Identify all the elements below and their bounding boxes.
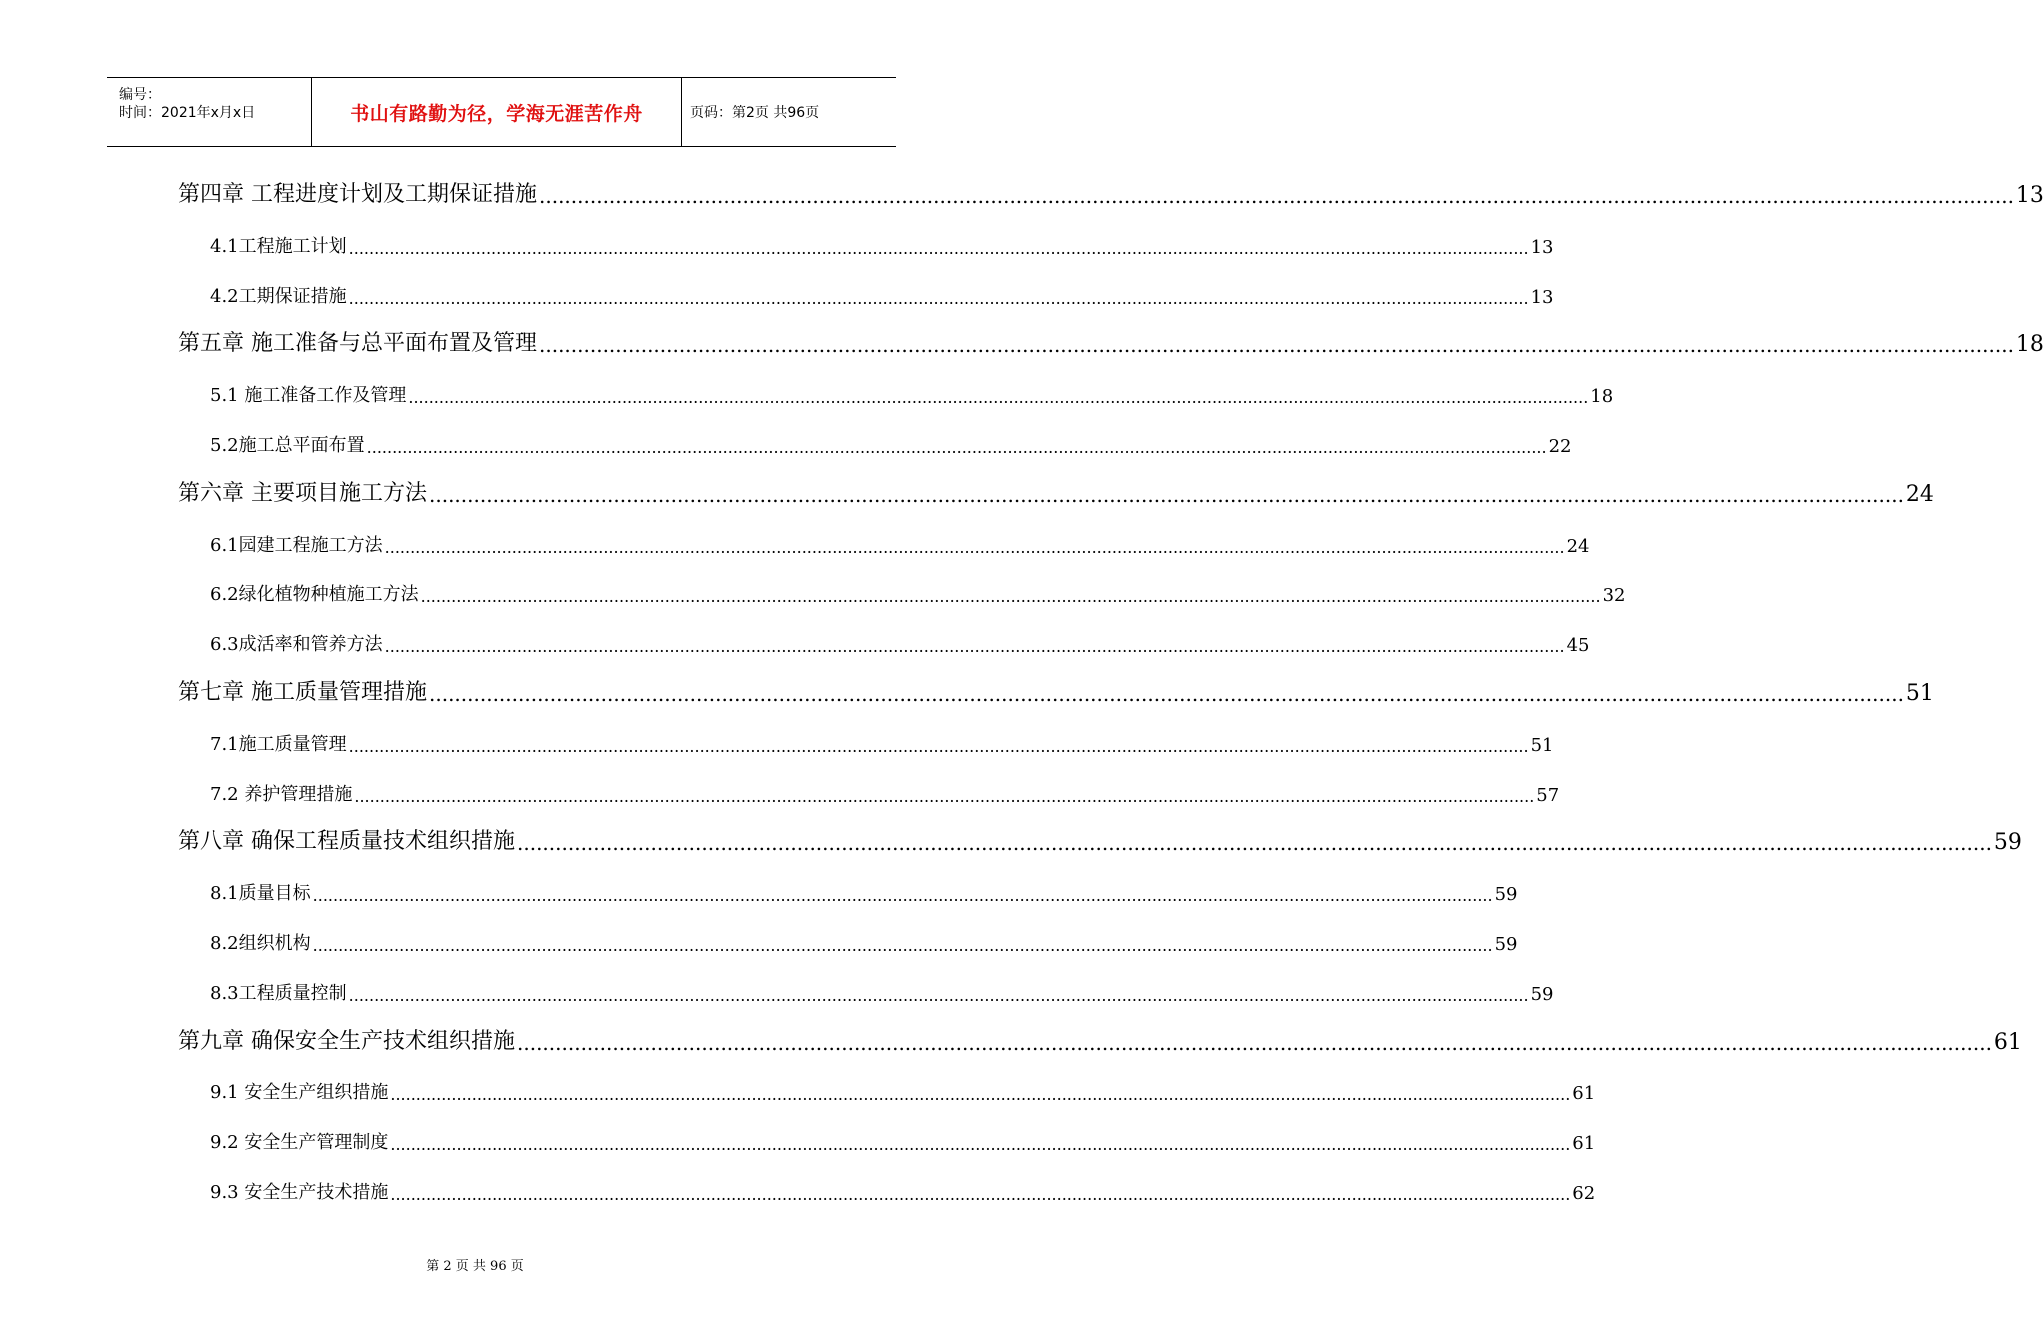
toc-leader-dots [408,388,1588,407]
toc-chapter-entry[interactable] [0,325,2044,357]
toc-entry-label: 8.3工程质量控制 [210,983,347,1004]
toc-leader-dots [313,886,1493,905]
toc-section-entry[interactable] [0,1122,1596,1154]
toc-chapter-entry[interactable] [0,823,2022,855]
toc-chapter-entry[interactable] [0,1023,2022,1055]
toc-entry-label: 第九章 确保安全生产技术组织措施 [178,1029,515,1054]
toc-leader-dots [349,737,1529,756]
toc-section-entry[interactable] [0,1172,1596,1204]
toc-entry-page-number: 18 [2015,332,2044,357]
toc-entry-page-number: 59 [1993,830,2022,855]
toc-leader-dots [385,538,1565,557]
toc-leader-dots [517,831,1992,855]
header-motto: 书山有路勤为径，学海无涯苦作舟 [350,102,643,125]
toc-entry-label: 8.1质量目标 [210,883,311,904]
toc-entry-label: 9.3 安全生产技术措施 [210,1182,389,1203]
toc-section-entry[interactable] [0,574,1626,606]
toc-entry-page-number: 51 [1905,681,1934,706]
toc-chapter-entry[interactable] [0,176,2044,208]
toc-leader-dots [539,333,2014,357]
header-motto-cell [312,78,682,146]
toc-entry-label: 第四章 工程进度计划及工期保证措施 [178,182,537,207]
toc-entry-page-number: 59 [1530,984,1554,1005]
toc-section-entry[interactable] [0,276,1554,308]
toc-leader-dots [421,587,1601,606]
toc-entry-page-number: 13 [1530,287,1554,308]
toc-leader-dots [390,1185,1570,1204]
page-footer: 第 2 页 共 96 页 [426,1259,524,1274]
header-page-cell [682,78,896,146]
toc-leader-dots [429,682,1904,706]
toc-section-entry[interactable] [0,425,1572,457]
toc-leader-dots [367,438,1547,457]
toc-leader-dots [517,1031,1992,1055]
toc-leader-dots [390,1135,1570,1154]
toc-entry-label: 4.1工程施工计划 [210,236,347,257]
toc-entry-page-number: 22 [1548,436,1572,457]
toc-entry-label: 第八章 确保工程质量技术组织措施 [178,829,515,854]
toc-section-entry[interactable] [0,873,1518,905]
toc-entry-label: 9.1 安全生产组织措施 [210,1082,389,1103]
toc-entry-page-number: 24 [1566,536,1590,557]
header-time-label: 时间：2021年x月x日 [119,105,256,121]
toc-entry-label: 4.2工期保证措施 [210,286,347,307]
toc-section-entry[interactable] [0,1072,1596,1104]
toc-leader-dots [349,289,1529,308]
page-header [107,77,896,147]
toc-entry-page-number: 32 [1602,585,1626,606]
toc-section-entry[interactable] [0,973,1554,1005]
toc-entry-label: 6.1园建工程施工方法 [210,535,383,556]
toc-entry-label: 5.2施工总平面布置 [210,435,365,456]
toc-entry-label: 第六章 主要项目施工方法 [178,481,427,506]
toc-leader-dots [429,483,1904,507]
toc-entry-page-number: 24 [1905,482,1934,507]
toc-entry-label: 6.3成活率和管养方法 [210,634,383,655]
toc-entry-page-number: 18 [1590,386,1614,407]
toc-entry-label: 第五章 施工准备与总平面布置及管理 [178,331,537,356]
toc-entry-label: 第七章 施工质量管理措施 [178,680,427,705]
toc-entry-page-number: 13 [2015,183,2044,208]
toc-leader-dots [385,637,1565,656]
toc-entry-page-number: 61 [1572,1133,1596,1154]
toc-section-entry[interactable] [0,226,1554,258]
toc-entry-page-number: 51 [1530,735,1554,756]
toc-section-entry[interactable] [0,375,1614,407]
toc-entry-label: 6.2绿化植物种植施工方法 [210,584,419,605]
toc-leader-dots [354,787,1534,806]
toc-leader-dots [539,184,2014,208]
toc-entry-page-number: 62 [1572,1183,1596,1204]
toc-entry-page-number: 61 [1572,1083,1596,1104]
toc-entry-label: 5.1 施工准备工作及管理 [210,385,407,406]
toc-leader-dots [313,936,1493,955]
header-page-info: 页码：第2页 共96页 [690,105,820,121]
toc-section-entry[interactable] [0,923,1518,955]
toc-entry-label: 7.1施工质量管理 [210,734,347,755]
toc-section-entry[interactable] [0,624,1590,656]
toc-leader-dots [349,239,1529,258]
toc-entry-page-number: 61 [1993,1030,2022,1055]
header-info-cell [107,78,312,146]
toc-entry-page-number: 59 [1494,934,1518,955]
toc-section-entry[interactable] [0,525,1590,557]
toc-chapter-entry[interactable] [0,475,1934,507]
toc-entry-label: 9.2 安全生产管理制度 [210,1132,389,1153]
toc-leader-dots [349,986,1529,1005]
toc-leader-dots [390,1085,1570,1104]
toc-entry-page-number: 45 [1566,635,1590,656]
toc-section-entry[interactable] [0,774,1560,806]
header-number-label: 编号： [119,87,161,103]
toc-entry-label: 8.2组织机构 [210,933,311,954]
toc-chapter-entry[interactable] [0,674,1934,706]
toc-section-entry[interactable] [0,724,1554,756]
toc-entry-page-number: 13 [1530,237,1554,258]
toc-entry-page-number: 59 [1494,884,1518,905]
toc-entry-page-number: 57 [1536,785,1560,806]
toc-entry-label: 7.2 养护管理措施 [210,784,353,805]
